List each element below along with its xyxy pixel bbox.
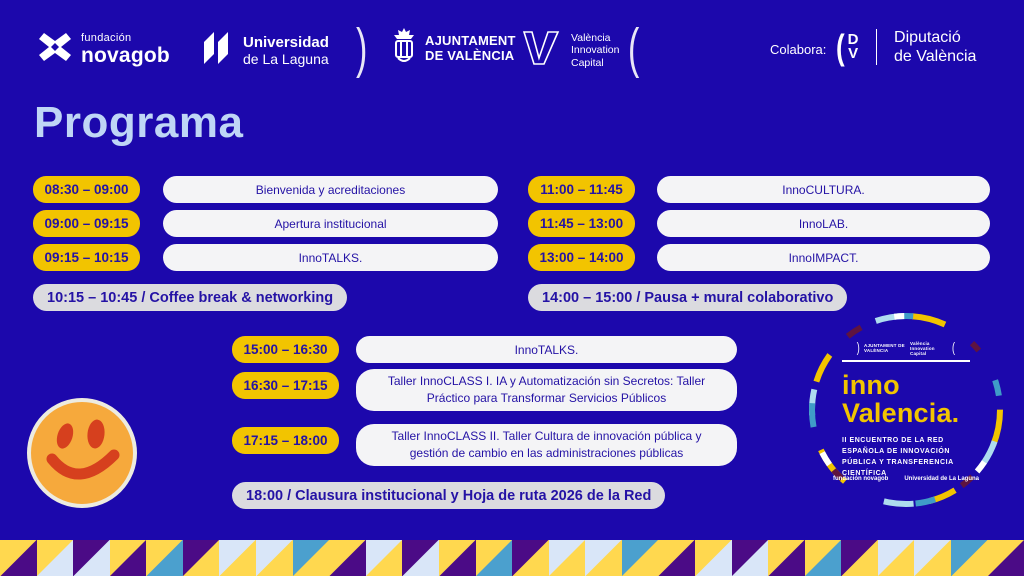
pattern-tile: [439, 540, 476, 576]
badge-ull-label: Universidad de La Laguna: [904, 476, 980, 482]
badge-novagob-label: fundación novagob: [832, 476, 889, 482]
pattern-tile: [256, 540, 293, 576]
time-badge: 13:00 – 14:00: [528, 244, 635, 271]
ull-line1: Universidad: [243, 33, 329, 51]
pattern-tile: [402, 540, 439, 576]
diputacio-line1: Diputació: [894, 29, 961, 46]
innovalencia-badge: [806, 310, 1006, 510]
diputacio-logo: [836, 28, 976, 66]
pattern-tile: [549, 540, 586, 576]
colabora-label: Colabora:: [770, 42, 827, 57]
time-badge: 09:15 – 10:15: [33, 244, 140, 271]
time-badge: 17:15 – 18:00: [232, 427, 339, 454]
time-badge: 15:00 – 16:30: [232, 336, 339, 363]
pattern-tile: [512, 540, 549, 576]
event-pill: InnoTALKS.: [356, 336, 737, 363]
pattern-tile: [878, 540, 915, 576]
novagob-name-label: novagob: [81, 44, 170, 67]
pattern-tile: [293, 540, 330, 576]
dv-divider: [876, 29, 878, 65]
vic-line1: València: [571, 31, 611, 44]
pattern-tile: [658, 540, 695, 576]
badge-paren-close: (: [952, 340, 956, 356]
vic-v-icon: [520, 28, 562, 73]
event-pill: Taller InnoCLASS I. IA y Automatización sin Secretos: Taller Práctico para Transformar Servicios Públicos: [356, 369, 737, 411]
ajuntament-logo: [392, 28, 516, 69]
pattern-tile: [585, 540, 622, 576]
pattern-tile: [219, 540, 256, 576]
pattern-tile: [988, 540, 1024, 576]
pattern-tile: [37, 540, 74, 576]
time-badge: 09:00 – 09:15: [33, 210, 140, 237]
ull-logo: [202, 30, 329, 71]
header-separator-close: (: [628, 18, 640, 80]
event-pill: InnoTALKS.: [163, 244, 498, 271]
time-badge: 11:45 – 13:00: [528, 210, 635, 237]
badge-vic-label: València Innovation Capital: [910, 341, 935, 356]
pattern-tile: [183, 540, 220, 576]
pattern-tile: [146, 540, 183, 576]
pattern-tile: [0, 540, 37, 576]
vic-logo: [520, 28, 619, 73]
badge-partner-logos: [806, 342, 1006, 357]
event-pill: InnoCULTURA.: [657, 176, 990, 203]
pattern-tile: [951, 540, 988, 576]
pattern-tile: [476, 540, 513, 576]
break-pill: 14:00 – 15:00 / Pausa + mural colaborativo: [528, 284, 847, 311]
pattern-tile: [110, 540, 147, 576]
break-pill: 10:15 – 10:45 / Coffee break & networking: [33, 284, 347, 311]
ull-ll-icon: [202, 30, 234, 71]
pattern-tile: [914, 540, 951, 576]
badge-subtitle: II ENCUENTRO DE LA RED ESPAÑOLA DE INNOVACIÓN PÚBLICA Y TRANSFERENCIA CIENTÍFICA: [842, 437, 954, 477]
novagob-top-label: fundación: [81, 32, 132, 44]
event-pill: InnoIMPACT.: [657, 244, 990, 271]
badge-divider: [842, 360, 970, 362]
time-badge: 08:30 – 09:00: [33, 176, 140, 203]
diputacio-line2: de València: [894, 48, 977, 66]
pattern-tile: [732, 540, 769, 576]
event-pill: InnoLAB.: [657, 210, 990, 237]
event-pill: Bienvenida y acreditaciones: [163, 176, 498, 203]
badge-footer-logos: [806, 476, 1006, 482]
badge-paren-open: ): [856, 340, 860, 356]
event-pill: Apertura institucional: [163, 210, 498, 237]
pattern-tile: [768, 540, 805, 576]
novagob-x-icon: [38, 30, 72, 69]
vic-line3: Capital: [571, 56, 604, 69]
pattern-tile: [366, 540, 403, 576]
pattern-tile: [805, 540, 842, 576]
pattern-tile: [73, 540, 110, 576]
ajuntament-line1: AJUNTAMENT: [425, 32, 516, 48]
ajuntament-crest-icon: [392, 28, 416, 69]
header-separator-open: ): [356, 18, 368, 80]
badge-title-line1: inno: [842, 370, 900, 400]
pattern-tile: [622, 540, 659, 576]
pattern-tile: [841, 540, 878, 576]
ull-line2: de La Laguna: [243, 51, 329, 68]
badge-title-line2: Valencia.: [842, 397, 960, 428]
badge-ajuntament-label: AJUNTAMENT DE VALÈNCIA: [864, 343, 905, 354]
closing-pill: 18:00 / Clausura institucional y Hoja de ruta 2026 de la Red: [232, 482, 665, 509]
vic-line2: Innovation: [571, 44, 620, 57]
page-title: Programa: [34, 98, 244, 147]
pattern-strip: [0, 540, 1024, 576]
novagob-logo: [38, 30, 170, 69]
badge-title: [842, 372, 959, 427]
dv-monogram-icon: ( D V: [836, 26, 859, 67]
pattern-tile: [695, 540, 732, 576]
event-pill: Taller InnoCLASS II. Taller Cultura de innovación pública y gestión de cambio en las administraciones públicas: [356, 424, 737, 466]
time-badge: 16:30 – 17:15: [232, 372, 339, 399]
time-badge: 11:00 – 11:45: [528, 176, 635, 203]
ajuntament-line2: DE VALÈNCIA: [425, 47, 515, 63]
smiley-sticker-icon: [26, 397, 138, 509]
pattern-tile: [329, 540, 366, 576]
